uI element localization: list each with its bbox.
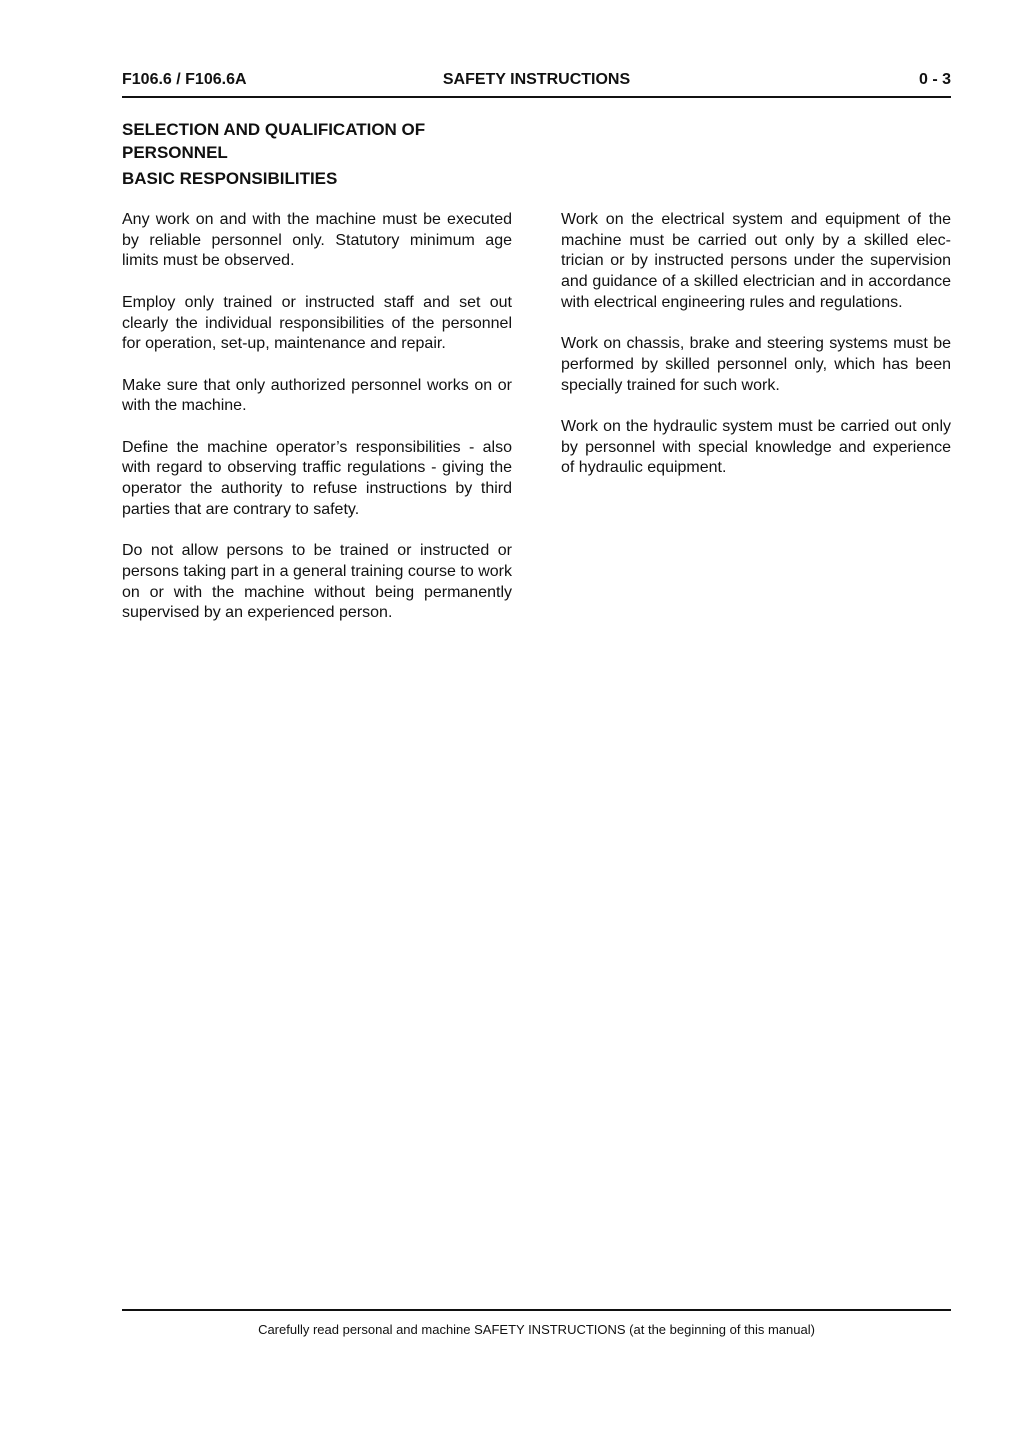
model-number: F106.6 / F106.6A: [122, 71, 247, 88]
page-header: [122, 71, 951, 93]
left-column: [122, 210, 512, 645]
section-subtitle: BASIC RESPONSIBILITIES: [122, 169, 338, 188]
chapter-title: SAFETY INSTRUCTIONS: [442, 71, 631, 88]
footer-divider: [122, 1309, 951, 1311]
paragraph: Make sure that only authorized personnel works on or with the machine.: [122, 376, 512, 415]
footer-note: Carefully read personal and machine SAFETY INSTRUCTIONS (at the beginning of this manual): [258, 1322, 815, 1337]
section-title: SELECTION AND QUALIFICATION OF PERSONNEL: [122, 120, 426, 162]
paragraph: Work on chassis, brake and steering systems must be performed by skilled personnel only, which has been specially trained for such work.: [561, 335, 951, 394]
page-number: 0 - 3: [918, 71, 951, 88]
header-divider: [122, 96, 951, 98]
paragraph: Work on the hydraulic system must be carried out only by personnel with special knowledge and experience of hydraulic equipment.: [561, 418, 951, 477]
paragraph: Employ only trained or instructed staff and set out clearly the individual responsibilities of the personnel for operation, set-up, maintenance and repair.: [122, 293, 512, 353]
paragraph: Define the machine operator’s responsibilities - also with regard to observing traffic regulations - giving the operator the authority to refuse instructions by third parties that are contrary to safety.: [122, 438, 512, 518]
paragraph: Any work on and with the machine must be executed by reliable personnel only. Statutory minimum age limits must be observed.: [122, 211, 512, 270]
right-column: [561, 210, 951, 500]
paragraph: Work on the electrical system and equipment of the machine must be carried out only by a skilled electrician or by instructed persons under the supervision and guidance of a skilled electrician and in accordance with electrical engineering rules and regulations.: [561, 211, 951, 311]
paragraph: Do not allow persons to be trained or instructed or persons taking part in a general training course to work on or with the machine without being permanently supervised by an experienced person.: [122, 542, 512, 622]
